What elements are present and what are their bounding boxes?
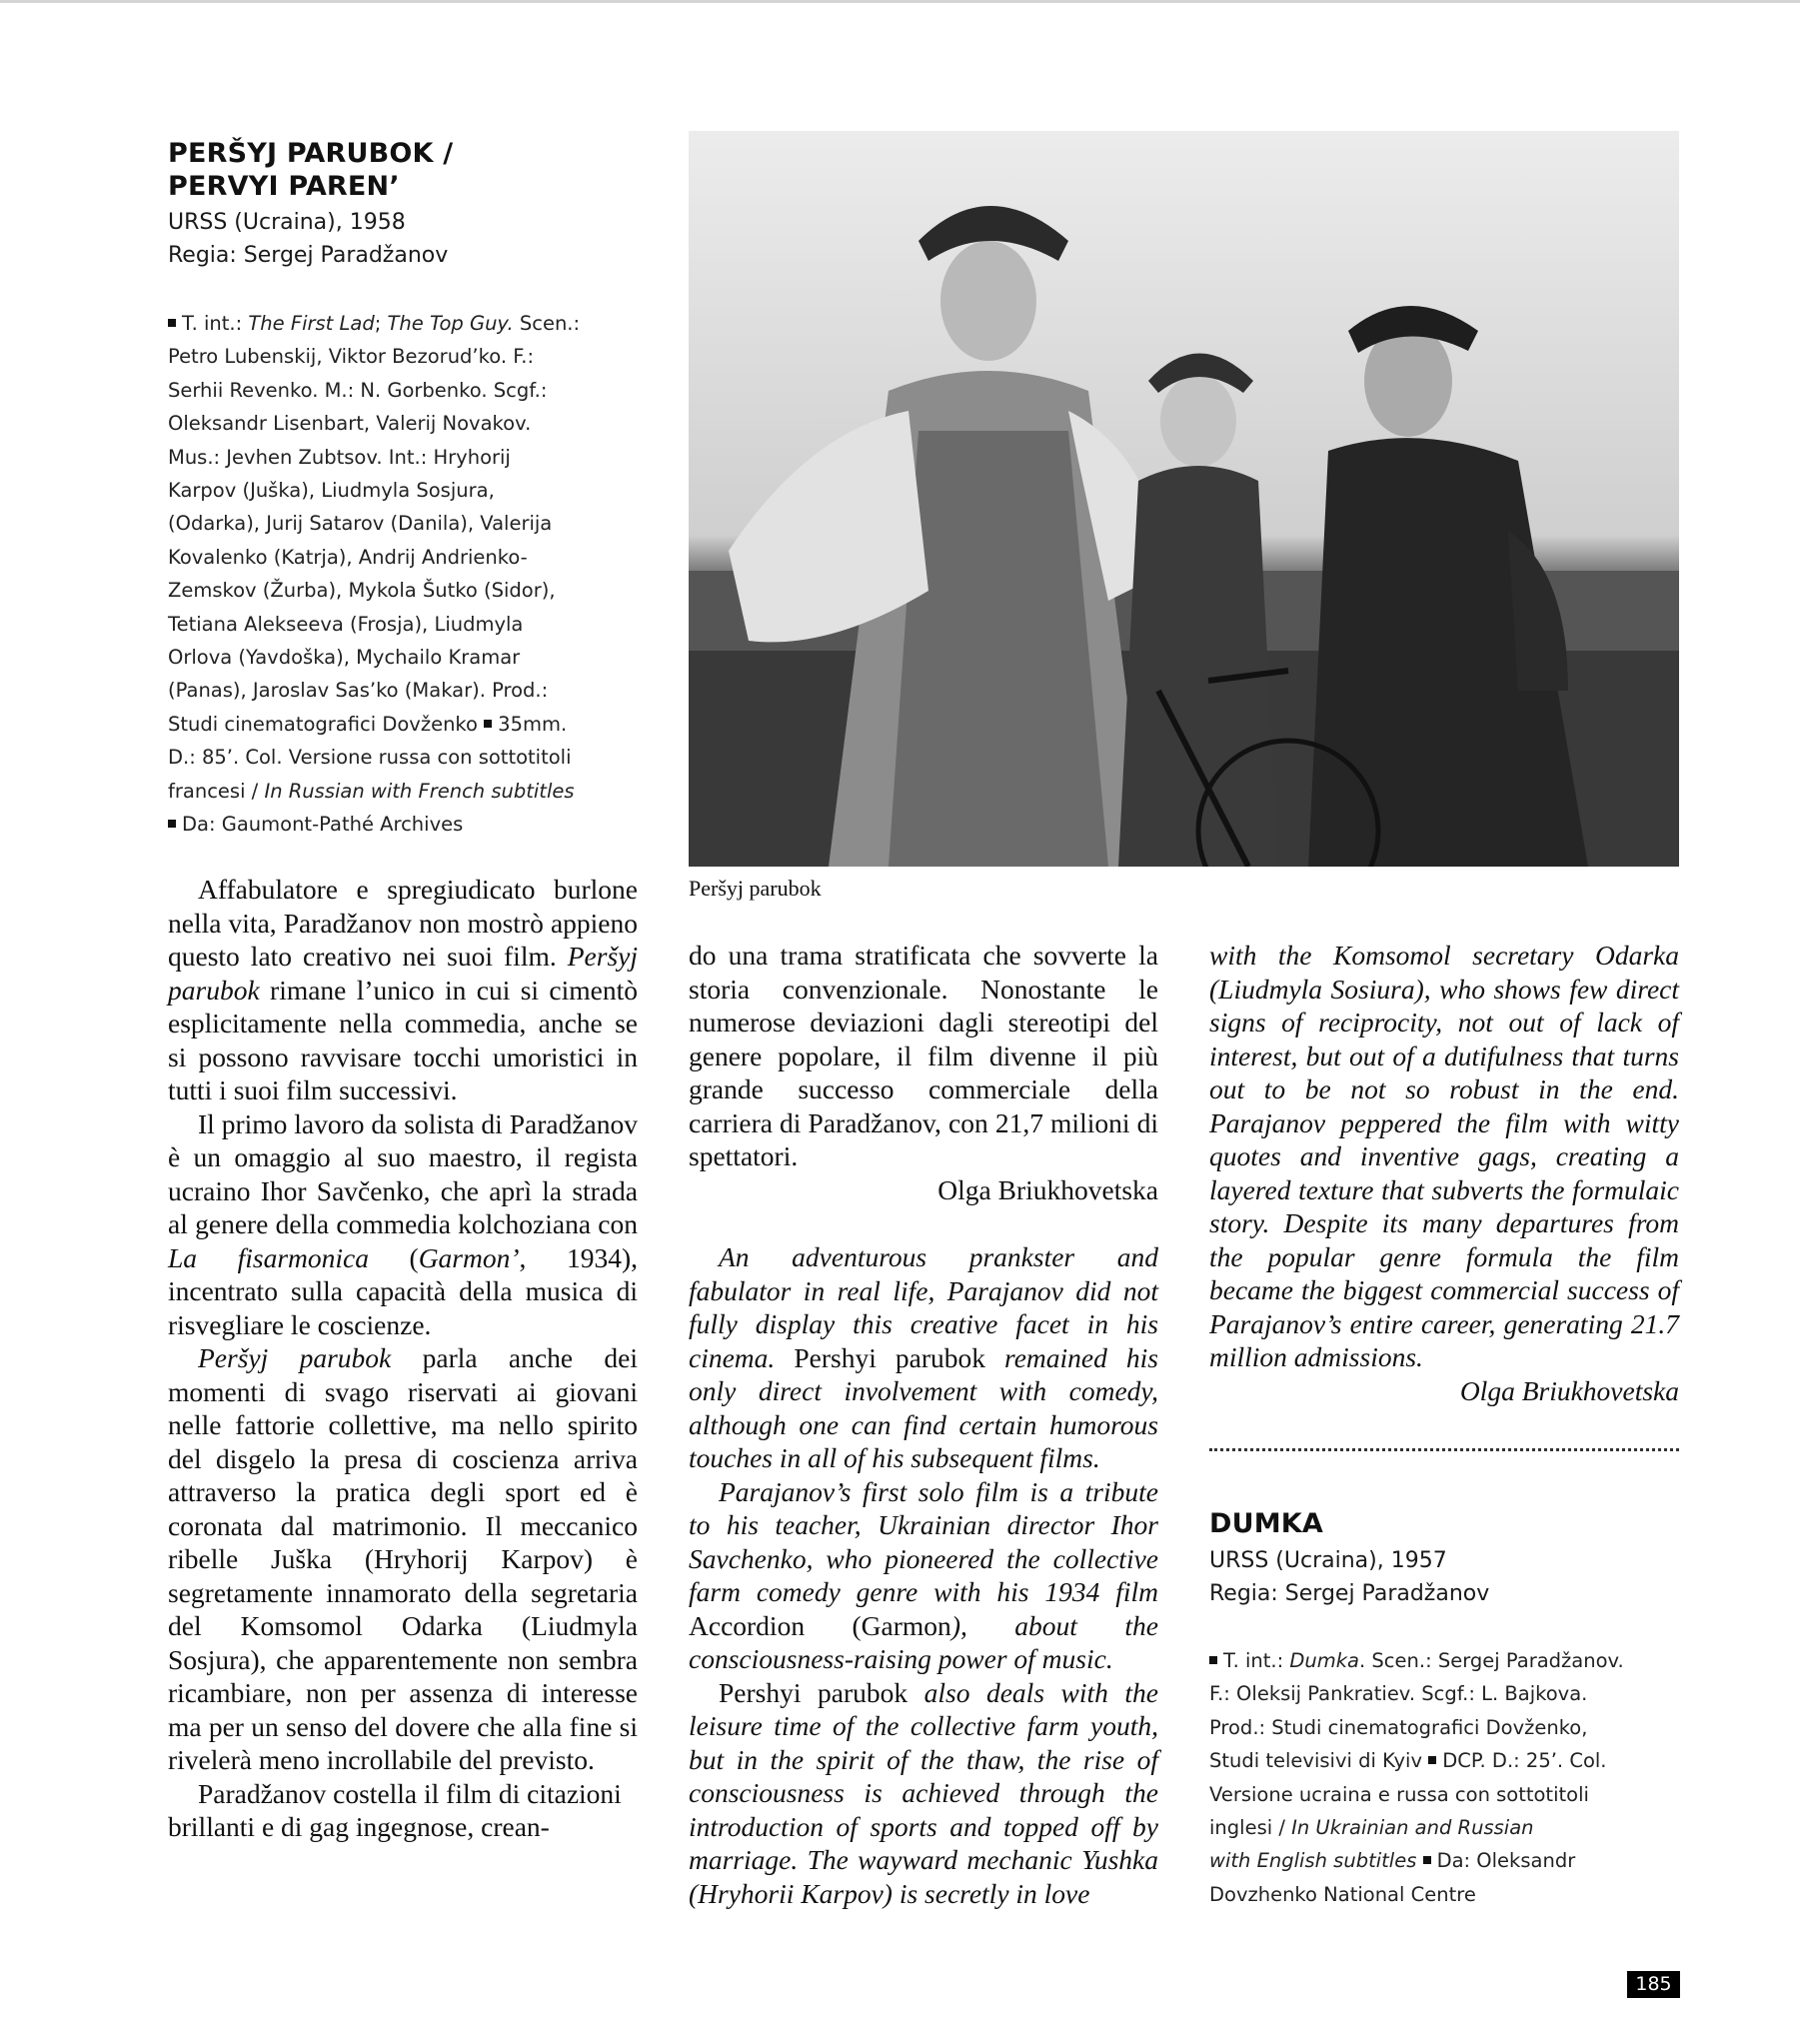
paragraph <box>168 1107 638 1342</box>
film-title-italic: Peršyj parubok <box>168 941 638 1006</box>
paragraph <box>168 1777 638 1844</box>
credit-text: . Scen.: Sergej Paradžanov. <box>1359 1649 1624 1672</box>
text: Il primo lavoro da solista di Paradžanov è un omaggio al suo maestro, il regista ucraino Ihor Savčenko, che aprì la strada al genere della commedia kolchoziana con <box>168 1107 638 1239</box>
paragraph <box>1209 939 1679 1374</box>
credit-alt-title: Dumka <box>1289 1649 1360 1672</box>
film-title-line1: PERŠYJ PARUBOK / <box>168 138 454 169</box>
film-title <box>168 137 453 203</box>
bullet-icon <box>484 720 492 728</box>
credit-text: francesi / <box>168 779 265 803</box>
credit-format: DCP. D.: 25’. Col. <box>1442 1749 1607 1773</box>
credit-line: (Panas), Jaroslav Sas’ko (Makar). Prod.: <box>168 679 549 703</box>
credit-text: inglesi / <box>1209 1816 1292 1840</box>
credit-line: Serhii Revenko. M.: N. Gorbenko. Scgf.: <box>168 378 548 402</box>
credit-alt-title: The Top Guy. <box>387 312 514 335</box>
film-title-italic: La fisarmonica <box>168 1241 369 1273</box>
credit-language-en: with English subtitles <box>1209 1849 1423 1873</box>
paragraph <box>168 873 638 1107</box>
credit-line: Versione ucraina e russa con sottotitoli <box>1209 1782 1589 1806</box>
credit-line: Karpov (Juška), Liudmyla Sosjura, <box>168 479 495 503</box>
film-title-line2: PERVYI PAREN’ <box>168 171 400 202</box>
bullet-icon <box>168 820 176 828</box>
film2-country-year: URSS (Ucraina), 1957 <box>1209 1548 1447 1573</box>
film-country-year: URSS (Ucraina), 1958 <box>168 210 406 235</box>
photo-image <box>689 131 1679 867</box>
page-number: 185 <box>1627 1971 1680 1998</box>
text: with the Komsomol secretary Odarka (Liudmyla Sosiura), who shows few direct signs of reciprocity, not out of lack of interest, but out of a dutifulness that turns out to be not so robust in the end. Parajanov peppered the film with witty quotes and inventive gags, creating a layered texture that subverts the formulaic story. Despite its many departures from the popular genre formula the film became the biggest commercial success of Parajanov’s entire career, generating 21.7 million admissions. <box>1209 940 1679 1372</box>
credit-line: Kovalenko (Katrja), Andrij Andrienko- <box>168 545 528 569</box>
credit-text: ; <box>374 312 388 335</box>
text: An adventurous prankster and fabulator in real life, Parajanov did not fully display this creative facet in his cinema. <box>689 1241 1158 1373</box>
text: Affabulatore e spregiudicato burlone nella vita, Paradžanov non mostrò appieno questo lato creativo nei suoi film. <box>168 874 638 972</box>
paragraph <box>168 1341 638 1777</box>
review-author: Olga Briukhovetska <box>937 1173 1158 1205</box>
paragraph <box>689 939 1158 1173</box>
credit-line: D.: 85’. Col. Versione russa con sottotitoli <box>168 746 572 770</box>
review-author: Olga Briukhovetska <box>1459 1374 1679 1406</box>
text: remained his only direct involvement with comedy, although one can find certain humorous touches in all of his subsequent films. <box>689 1341 1158 1473</box>
text: ), about the consciousness-raising power of music. <box>689 1609 1158 1674</box>
top-rule <box>0 0 1800 3</box>
credit-line: (Odarka), Jurij Satarov (Danila), Valerija <box>168 512 553 536</box>
text: Parajanov’s first solo film is a tribute to his teacher, Ukrainian director Ihor Savchenko, who pioneered the collective farm comedy genre with his 1934 film <box>689 1475 1158 1607</box>
credit-text: Scen.: <box>513 312 581 335</box>
film-meta <box>168 206 448 272</box>
credit-source: Da: Gaumont-Pathé Archives <box>182 813 464 837</box>
paragraph <box>689 1240 1158 1475</box>
film2-title: DUMKA <box>1209 1508 1324 1539</box>
text: also deals with the leisure time of the collective farm youth, but in the spirit of the thaw, the rise of consciousness is achieved through the introduction of sports and topped off by marriage. The wayward mechanic Yushka (Hryhorii Karpov) is secretly in love <box>689 1676 1158 1909</box>
italian-review-col1 <box>168 873 638 1844</box>
credit-text: Studi cinematografici Dovženko <box>168 712 485 736</box>
english-review-col3 <box>1209 939 1679 1407</box>
credit-line: Dovzhenko National Centre <box>1209 1882 1476 1906</box>
text: ( <box>368 1241 419 1273</box>
film-credits <box>168 307 648 842</box>
section-divider <box>1209 1448 1679 1451</box>
credit-text: T. int.: <box>1223 1649 1290 1672</box>
text: parla anche dei momenti di svago riservati ai giovani nelle fattorie collettive, ma nello spirito del disgelo la presa di coscienza arriva attraverso la pratica degli sport ed è coronata dal matrimonio. Il meccanico ribelle Juška (Hryhorij Karpov) è segretamente innamorato della segretaria del Komsomol Odarka (Liudmyla Sosjura), che apparentemente non sembra ricambiare, non per assenza di interesse ma per un senso del dovere che alla fine si rivelerà meno incrollabile del previsto. <box>168 1342 638 1775</box>
film2-director: Regia: Sergej Paradžanov <box>1209 1581 1490 1606</box>
bullet-icon <box>1428 1756 1436 1764</box>
credit-line: F.: Oleksij Pankratiev. Scgf.: L. Bajkova. <box>1209 1682 1588 1706</box>
credit-format: 35mm. <box>498 712 568 736</box>
film-title-roman: Accordion (Garmon <box>689 1609 951 1641</box>
film-title-roman: Pershyi parubok <box>719 1676 908 1708</box>
italian-review-col2 <box>689 939 1158 1206</box>
bullet-icon <box>1209 1656 1217 1664</box>
credit-line: Prod.: Studi cinematografici Dovženko, <box>1209 1715 1588 1739</box>
film-director: Regia: Sergej Paradžanov <box>168 243 449 268</box>
film-still-photo <box>689 131 1679 867</box>
english-review-col2 <box>689 1240 1158 1910</box>
credit-line: Mus.: Jevhen Zubtsov. Int.: Hryhorij <box>168 445 511 469</box>
bullet-icon <box>1423 1856 1431 1864</box>
credit-line: Petro Lubenskij, Viktor Bezorud’ko. F.: <box>168 345 535 369</box>
credit-alt-title: The First Lad <box>248 312 375 335</box>
film2-credits <box>1209 1644 1689 1911</box>
paragraph <box>689 1676 1158 1911</box>
credit-language-en: In Ukrainian and Russian <box>1291 1816 1534 1840</box>
film-title-italic: Garmon’ <box>418 1241 520 1273</box>
film2-meta <box>1209 1544 1489 1610</box>
text: rimane l’unico in cui si cimentò esplicitamente nella commedia, anche se si possono ravvisare tocchi umoristici in tutti i suoi film successivi. <box>168 974 638 1105</box>
credit-line: Zemskov (Žurba), Mykola Šutko (Sidor), <box>168 579 556 603</box>
credit-line: Tetiana Alekseeva (Frosja), Liudmyla <box>168 612 524 636</box>
film-title-italic: Peršyj parubok <box>198 1342 392 1373</box>
credit-language-en: In Russian with French subtitles <box>264 779 575 803</box>
film-title-roman: Pershyi parubok <box>794 1341 985 1373</box>
credit-source: Da: Oleksandr <box>1436 1849 1576 1873</box>
credit-line: Oleksandr Lisenbart, Valerij Novakov. <box>168 412 532 436</box>
credit-line: Orlova (Yavdoška), Mychailo Kramar <box>168 646 521 670</box>
text: do una trama stratificata che sovverte la storia convenzionale. Nonostante le numerose deviazioni dagli stereotipi del genere popolare, il film divenne il più grande successo commerciale della carriera di Paradžanov, con 21,7 milioni di spettatori. <box>689 940 1158 1171</box>
credit-text: T. int.: <box>182 312 249 335</box>
credit-text: Studi televisivi di Kyiv <box>1209 1749 1429 1773</box>
text: , 1934), incentrato sulla capacità della musica di risvegliare le coscienze. <box>168 1241 638 1340</box>
text: Paradžanov costella il film di citazioni brillanti e di gag ingegnose, crean- <box>168 1777 622 1842</box>
paragraph <box>689 1475 1158 1676</box>
bullet-icon <box>168 319 176 327</box>
photo-caption: Peršyj parubok <box>689 876 822 901</box>
